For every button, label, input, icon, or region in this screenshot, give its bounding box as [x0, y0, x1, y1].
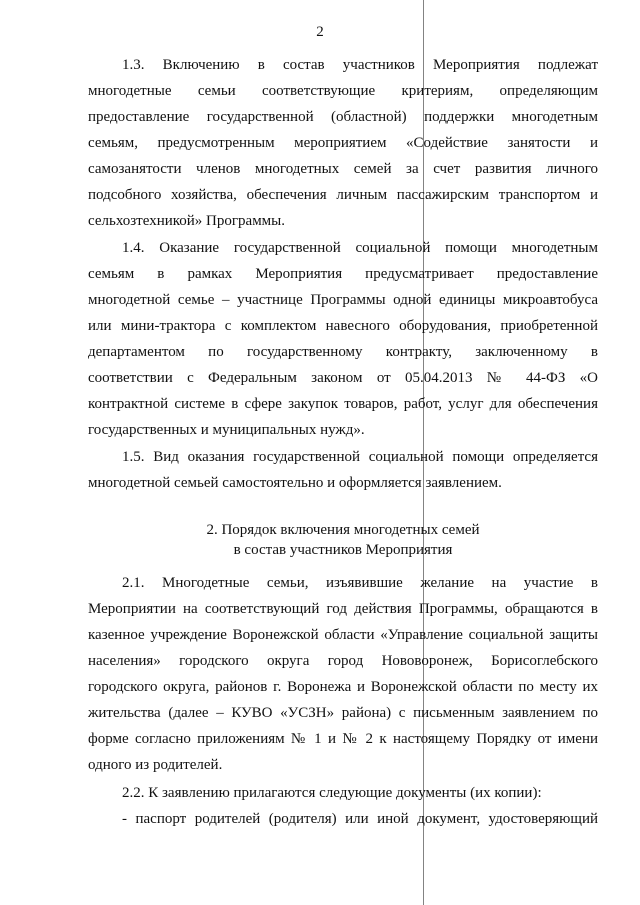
- text-line: 1.3. Включению в состав участников Мероприятия подлежат: [122, 57, 598, 73]
- text-line: 2.2. К заявлению прилагаются следующие документы (их копии):: [122, 785, 542, 801]
- text-line: многодетные семьи соответствующие критериям, определяющим: [88, 83, 598, 99]
- text-line: 1.4. Оказание государственной социальной помощи многодетным: [122, 240, 598, 256]
- text-line: 1.5. Вид оказания государственной социальной помощи определяется: [122, 449, 598, 465]
- text-line: одного из родителей.: [88, 757, 223, 773]
- text-line: подсобного хозяйства, обеспечения личным пассажирским транспортом и: [88, 187, 598, 203]
- text-line: многодетной семье – участнице Программы одной единицы микроавтобуса: [88, 292, 598, 308]
- text-line: многодетной семьей самостоятельно и оформляется заявлением.: [88, 475, 502, 491]
- text-line: сельхозтехникой» Программы.: [88, 213, 286, 229]
- text-line: департаментом по государственному контракту, заключенному в: [88, 344, 598, 360]
- text-line: городского округа, районов г. Воронежа и Воронежской области по месту их: [88, 679, 598, 695]
- text-line: предоставление государственной (областной) поддержки многодетным: [88, 109, 598, 125]
- text-line: Мероприятии на соответствующий год действия Программы, обращаются в: [88, 601, 598, 617]
- paragraph-2: [88, 444, 598, 496]
- text-line: семьям, предусмотренным мероприятием «Содействие занятости и: [88, 135, 598, 151]
- text-line: казенное учреждение Воронежской области «Управление социальной защиты: [88, 627, 598, 643]
- text-line: населения» городского округа город Нововоронеж, Борисоглебского: [88, 653, 598, 669]
- text-line: или мини-трактора с комплектом навесного оборудования, приобретенной: [88, 318, 598, 334]
- paragraph-1: [88, 235, 598, 443]
- paragraph-4: [88, 570, 598, 778]
- text-line: самозанятости членов многодетных семей за счет развития личного: [88, 161, 598, 177]
- text-line: соответствии с Федеральным законом от 05.04.2013 № 44-ФЗ «О: [88, 370, 598, 386]
- page-number: 2: [316, 24, 324, 40]
- text-line: 2.1. Многодетные семьи, изъявившие желание на участие в: [122, 575, 598, 591]
- text-line: контрактной системе в сфере закупок товаров, работ, услуг для обеспечения: [88, 396, 598, 412]
- section-heading-line: в состав участников Мероприятия: [233, 542, 453, 558]
- text-line: формe согласно приложениям № 1 и № 2 к настоящему Порядку от имени: [88, 731, 598, 747]
- text-line: семьям в рамках Мероприятия предусматривает предоставление: [88, 266, 598, 282]
- paragraph-5: [88, 780, 598, 832]
- section-heading-line: 2. Порядок включения многодетных семей: [206, 522, 480, 538]
- paragraph-3: [88, 520, 598, 560]
- text-line: - паспорт родителей (родителя) или иной документ, удостоверяющий: [122, 811, 598, 827]
- text-line: жительства (далее – КУВО «УСЗН» района) с письменным заявлением по: [88, 705, 598, 721]
- paragraph-0: [88, 52, 598, 234]
- text-line: государственных и муниципальных нужд».: [88, 422, 365, 438]
